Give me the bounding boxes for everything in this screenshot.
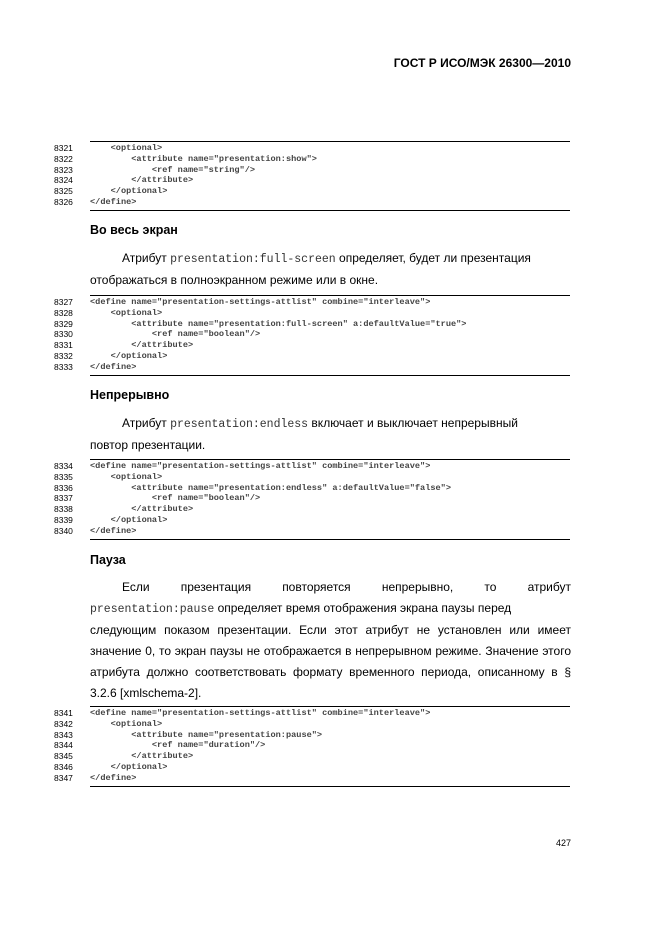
code-text: <attribute name="presentation:pause"> (90, 729, 323, 740)
code-line (54, 729, 570, 741)
line-number: 8340 (54, 525, 73, 536)
code-text: <define name="presentation-settings-attlist" combine="interleave"> (90, 297, 431, 307)
code-text: </optional> (90, 514, 168, 525)
section-heading: Во весь экран (90, 223, 178, 237)
paragraph-line: отображаться в полноэкранном режиме или в окне. (90, 273, 379, 287)
line-number: 8335 (54, 471, 73, 482)
word: презентация (180, 580, 252, 594)
code-line (54, 525, 570, 537)
code-text: <ref name="boolean"/> (90, 329, 261, 340)
code-line (54, 772, 570, 784)
code-block (54, 141, 570, 211)
paragraph-text: следующим показом презентации. Если этот атрибут не установлен или имеет значение 0, то экран паузы не отображается в непрерывном режиме. Значение этого атрибута должно соответствовать формату временного периода, описанному в § 3.2.6 [xmlschema-2]. (90, 623, 571, 700)
code-line (54, 143, 570, 154)
code-text: <optional> (90, 143, 163, 153)
paragraph-line: повтор презентации. (90, 438, 206, 452)
code-term: presentation:full-screen (170, 253, 336, 266)
word: Если (122, 580, 150, 594)
line-number: 8333 (54, 361, 73, 372)
code-text: </define> (90, 525, 137, 536)
code-text: <optional> (90, 307, 163, 318)
paragraph-line (90, 577, 571, 598)
code-text: <optional> (90, 718, 163, 729)
code-line (54, 718, 570, 730)
line-number: 8347 (54, 772, 73, 783)
line-number: 8343 (54, 729, 73, 740)
line-number: 8341 (54, 708, 73, 718)
line-number: 8332 (54, 350, 73, 361)
line-number: 8346 (54, 761, 73, 772)
code-text: </define> (90, 196, 137, 207)
code-line (54, 708, 570, 719)
line-number: 8344 (54, 740, 73, 751)
code-line (54, 164, 570, 176)
line-number: 8342 (54, 718, 73, 729)
word: то (484, 580, 497, 594)
code-line (54, 153, 570, 165)
code-line (54, 504, 570, 515)
paragraph-line (90, 598, 571, 620)
page-number: 427 (555, 838, 571, 848)
code-text: <ref name="duration"/> (90, 740, 266, 751)
code-block (54, 459, 570, 540)
code-line (54, 318, 570, 330)
code-text: </attribute> (90, 340, 194, 351)
code-text: <ref name="boolean"/> (90, 493, 261, 504)
code-text: </attribute> (90, 504, 194, 515)
line-number: 8345 (54, 751, 73, 762)
word: непрерывно, (381, 580, 454, 594)
line-number: 8324 (54, 175, 73, 186)
paragraph (90, 248, 571, 291)
line-number: 8328 (54, 307, 73, 318)
code-text: </attribute> (90, 175, 194, 186)
code-text: <attribute name="presentation:full-screen" a:defaultValue="true"> (90, 318, 467, 329)
code-text: </define> (90, 361, 137, 372)
code-line (54, 493, 570, 504)
line-number: 8331 (54, 340, 73, 351)
line-number: 8325 (54, 186, 73, 197)
line-number: 8334 (54, 461, 73, 471)
section-heading: Пауза (90, 553, 126, 567)
code-term: presentation:endless (170, 418, 309, 431)
code-line (54, 461, 570, 472)
code-line (54, 196, 570, 208)
paragraph (90, 413, 571, 456)
code-text: <define name="presentation-settings-attlist" combine="interleave"> (90, 461, 431, 471)
code-text: </optional> (90, 186, 168, 197)
code-line (54, 751, 570, 762)
line-number: 8323 (54, 164, 73, 175)
code-term: presentation:pause (90, 603, 215, 616)
line-number: 8326 (54, 196, 73, 207)
code-text: <attribute name="presentation:endless" a:defaultValue="false"> (90, 482, 451, 493)
code-text: </optional> (90, 761, 168, 772)
code-text: </attribute> (90, 751, 194, 762)
line-number: 8338 (54, 504, 73, 515)
section-heading: Непрерывно (90, 388, 170, 402)
text-run: определяет время отображения экрана паузы перед (214, 601, 512, 615)
line-number: 8339 (54, 514, 73, 525)
code-line (54, 740, 570, 751)
code-line (54, 186, 570, 197)
code-text: <attribute name="presentation:show"> (90, 153, 317, 164)
code-line (54, 761, 570, 773)
code-line (54, 361, 570, 373)
text-run: Атрибут (122, 416, 171, 430)
line-number: 8330 (54, 329, 73, 340)
code-line (54, 340, 570, 351)
line-number: 8322 (54, 153, 73, 164)
code-line (54, 514, 570, 526)
code-line (54, 471, 570, 483)
word: повторяется (282, 580, 351, 594)
code-text: <optional> (90, 471, 163, 482)
code-line (54, 329, 570, 340)
line-number: 8329 (54, 318, 73, 329)
code-text: <ref name="string"/> (90, 164, 256, 175)
word: атрибут (527, 580, 571, 594)
code-line (54, 350, 570, 362)
line-number: 8321 (54, 143, 73, 153)
code-line (54, 307, 570, 319)
text-run: определяет, будет ли презентация (335, 251, 531, 265)
paragraph-line (90, 248, 571, 270)
line-number: 8336 (54, 482, 73, 493)
code-line (54, 175, 570, 186)
document-header: ГОСТ Р ИСО/МЭК 26300—2010 (393, 56, 571, 70)
line-number: 8337 (54, 493, 73, 504)
paragraph-line (90, 413, 571, 435)
code-line (54, 482, 570, 494)
code-text: </optional> (90, 350, 168, 361)
code-block (54, 295, 570, 376)
text-run: включает и выключает непрерывный (308, 416, 518, 430)
code-text: </define> (90, 772, 137, 783)
line-number: 8327 (54, 297, 73, 307)
code-block (54, 706, 570, 787)
text-run: Атрибут (122, 251, 171, 265)
paragraph (90, 577, 571, 704)
code-line (54, 297, 570, 308)
code-text: <define name="presentation-settings-attlist" combine="interleave"> (90, 708, 431, 718)
